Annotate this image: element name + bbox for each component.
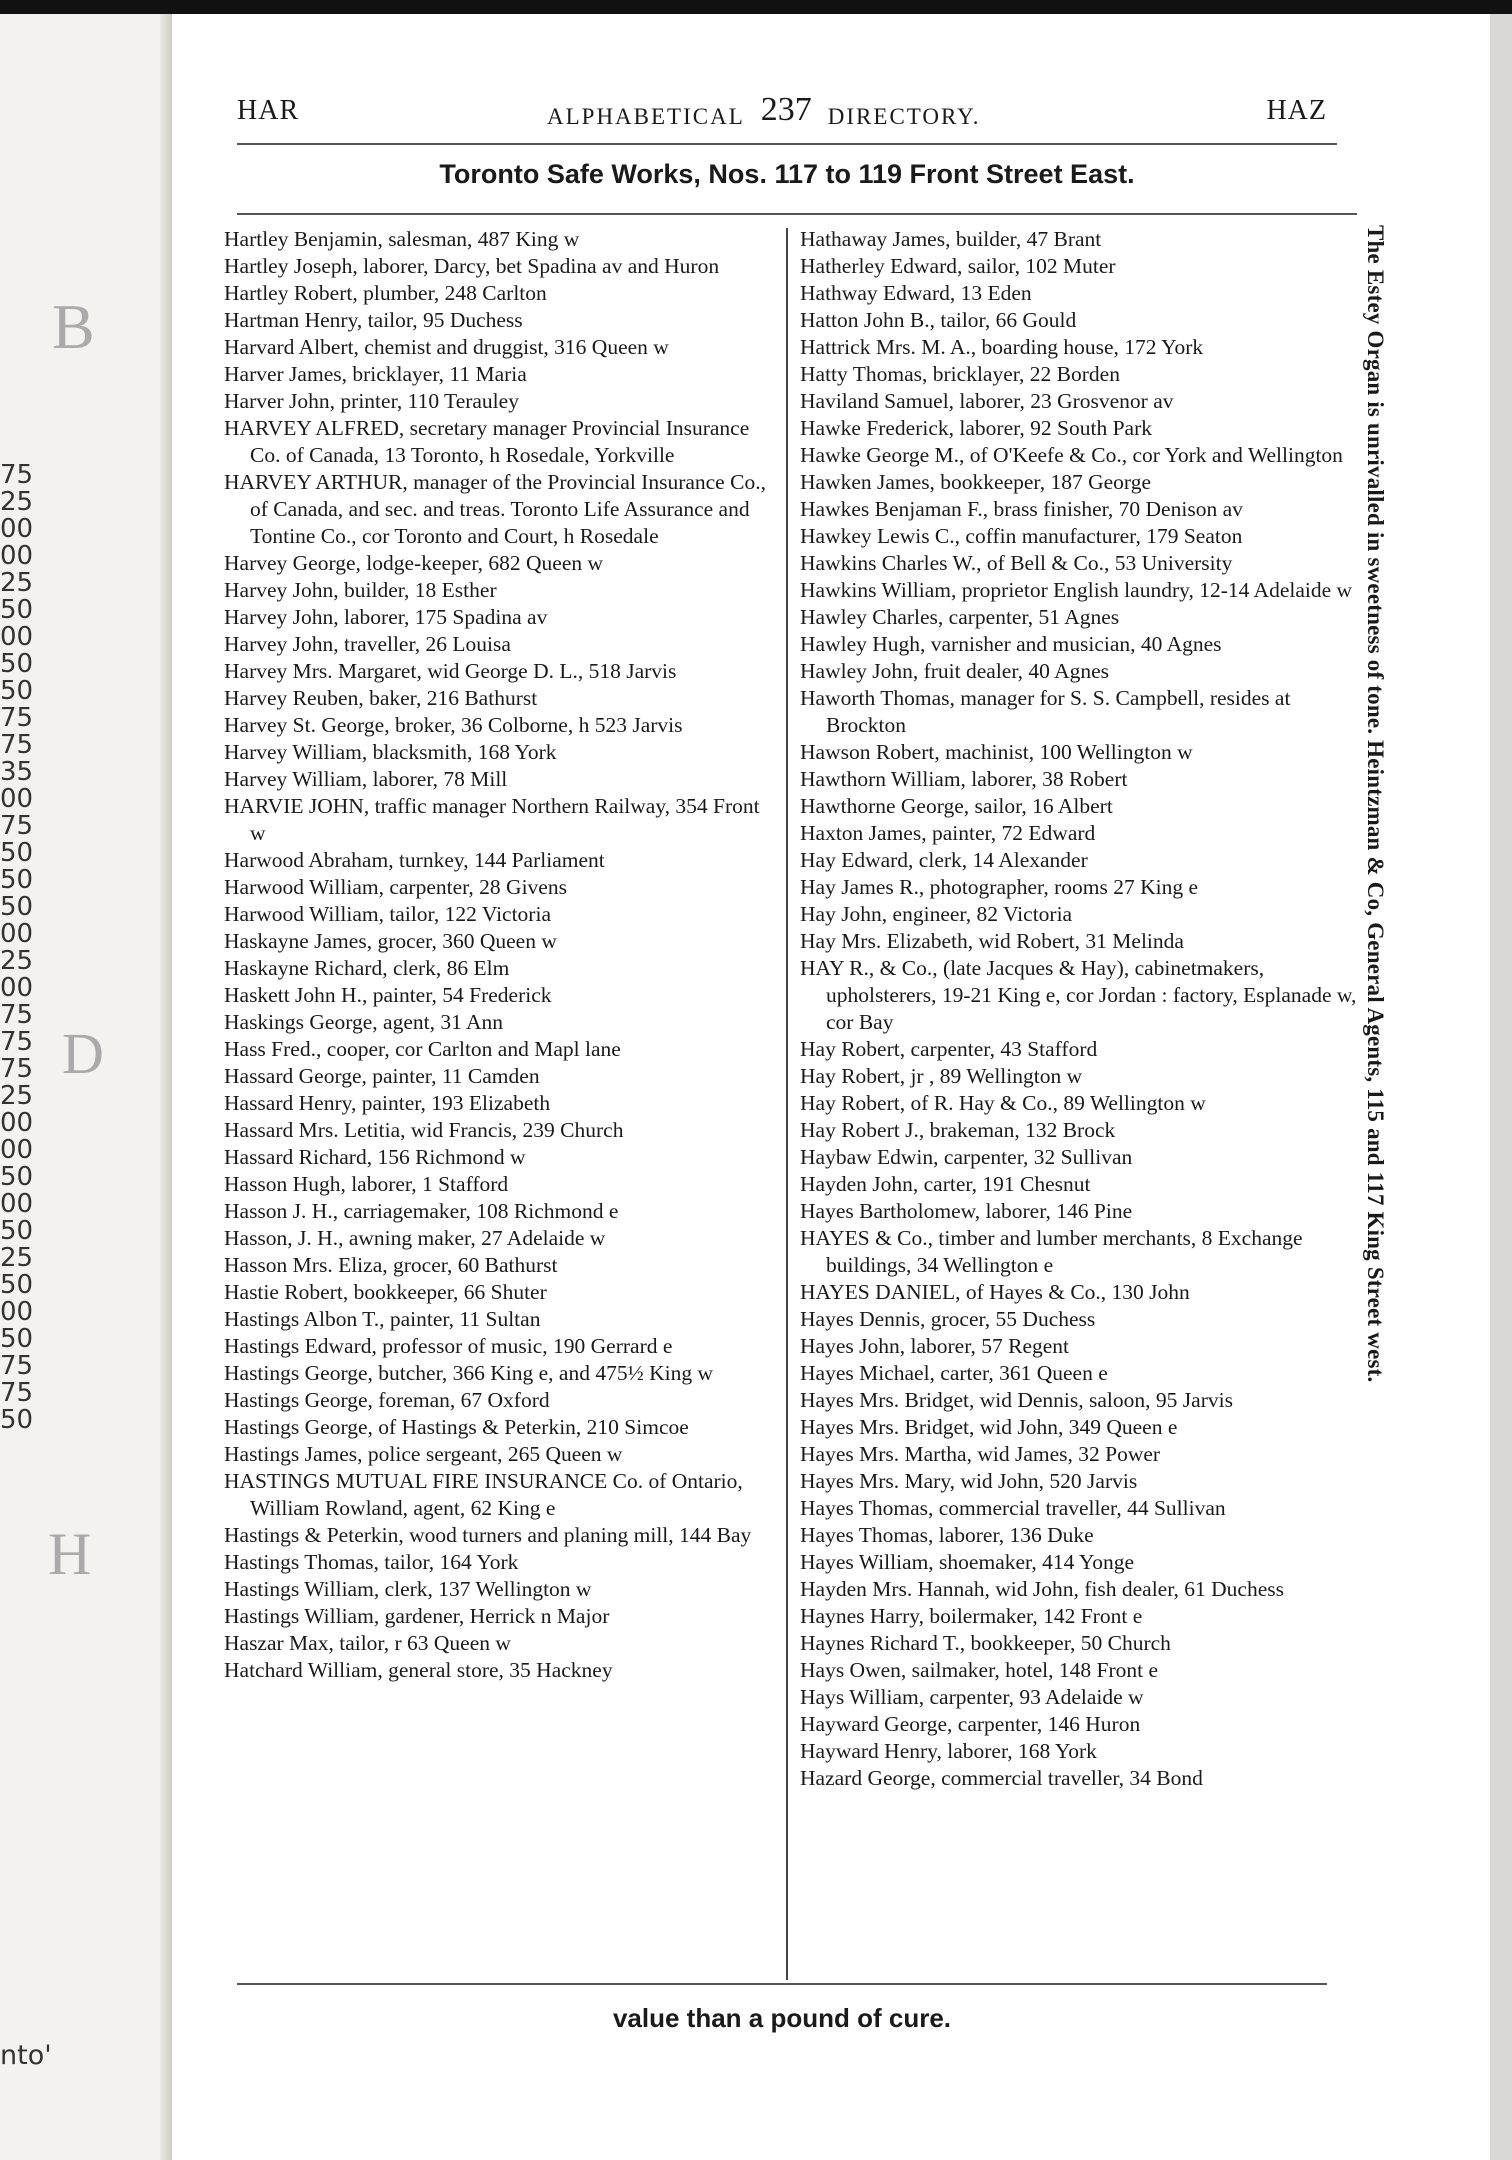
directory-entry: Hayes Mrs. Martha, wid James, 32 Power	[800, 1442, 1161, 1466]
adjacent-page-number: 00	[0, 919, 34, 949]
directory-entry: Harvey William, blacksmith, 168 York	[224, 740, 557, 764]
adjacent-page-number: 50	[0, 1162, 34, 1192]
directory-entry: Hay Edward, clerk, 14 Alexander	[800, 848, 1088, 872]
directory-entry: Harwood William, carpenter, 28 Givens	[224, 875, 567, 899]
adjacent-page-number: 00	[0, 1108, 34, 1138]
directory-entry: Hastings & Peterkin, wood turners and planing mill, 144 Bay	[224, 1523, 752, 1547]
directory-entry: Hawson Robert, machinist, 100 Wellington w	[800, 740, 1193, 764]
column-divider	[786, 228, 788, 1980]
adjacent-page-number: 50	[0, 1405, 34, 1435]
directory-entry: Hayes Thomas, commercial traveller, 44 Sullivan	[800, 1496, 1226, 1520]
adjacent-page-number: 00	[0, 1189, 34, 1219]
adjacent-page-number: 25	[0, 946, 34, 976]
directory-entry: HARVEY ALFRED, secretary manager Provincial Insurance Co. of Canada, 13 Toronto, h Rosedale, Yorkville	[224, 416, 750, 467]
adjacent-page-number: 75	[0, 703, 34, 733]
directory-entry: Hastings Thomas, tailor, 164 York	[224, 1550, 519, 1574]
directory-entry: Hayes Mrs. Bridget, wid John, 349 Queen e	[800, 1415, 1178, 1439]
directory-entry: Haskings George, agent, 31 Ann	[224, 1010, 504, 1034]
directory-entry: Hasson Hugh, laborer, 1 Stafford	[224, 1172, 509, 1196]
header-range-start: HAR	[237, 95, 300, 126]
header-title-right: DIRECTORY.	[827, 104, 981, 129]
directory-entry: Hayes Mrs. Bridget, wid Dennis, saloon, 95 Jarvis	[800, 1388, 1233, 1412]
directory-entry: Hartley Benjamin, salesman, 487 King w	[224, 227, 580, 251]
directory-entry: Hay Robert, carpenter, 43 Stafford	[800, 1037, 1098, 1061]
adjacent-page-number: 50	[0, 1216, 34, 1246]
left-column	[224, 226, 779, 1684]
footer-rule	[237, 1983, 1327, 1985]
directory-entry: Hay John, engineer, 82 Victoria	[800, 902, 1073, 926]
directory-entry: Hawthorne George, sailor, 16 Albert	[800, 794, 1113, 818]
adjacent-page-letter: D	[62, 1021, 104, 1086]
adjacent-page-fragment: nto'	[0, 2040, 52, 2071]
directory-entry: Hassard Henry, painter, 193 Elizabeth	[224, 1091, 551, 1115]
side-advertisement	[1353, 225, 1397, 1955]
directory-entry: Hass Fred., cooper, cor Carlton and Mapl lane	[224, 1037, 621, 1061]
directory-entry: HAY R., & Co., (late Jacques & Hay), cabinetmakers, upholsterers, 19-21 King e, cor Jordan : factory, Esplanade w, cor Bay	[800, 956, 1357, 1034]
directory-entry: Harvard Albert, chemist and druggist, 316 Queen w	[224, 335, 669, 359]
adjacent-page-number: 75	[0, 1054, 34, 1084]
directory-entry: Hassard George, painter, 11 Camden	[224, 1064, 540, 1088]
adjacent-page-number: 00	[0, 1297, 34, 1327]
adjacent-page-number: 50	[0, 1270, 34, 1300]
directory-entry: Haszar Max, tailor, r 63 Queen w	[224, 1631, 511, 1655]
directory-entry: Harvey John, builder, 18 Esther	[224, 578, 497, 602]
directory-entry: Hatty Thomas, bricklayer, 22 Borden	[800, 362, 1120, 386]
directory-entry: Harvey William, laborer, 78 Mill	[224, 767, 508, 791]
top-edge	[0, 0, 1512, 14]
directory-entry: Hartman Henry, tailor, 95 Duchess	[224, 308, 523, 332]
directory-entry: Hastings Albon T., painter, 11 Sultan	[224, 1307, 541, 1331]
directory-entry: HARVIE JOHN, traffic manager Northern Railway, 354 Front w	[224, 794, 760, 845]
page-number: 237	[760, 91, 812, 128]
directory-entry: Hay Robert J., brakeman, 132 Brock	[800, 1118, 1116, 1142]
directory-entry: Hay Robert, of R. Hay & Co., 89 Wellington w	[800, 1091, 1206, 1115]
adjacent-page-number: 25	[0, 568, 34, 598]
directory-entry: Hay James R., photographer, rooms 27 King e	[800, 875, 1199, 899]
directory-entry: Hawthorn William, laborer, 38 Robert	[800, 767, 1128, 791]
directory-entry: HAYES & Co., timber and lumber merchants, 8 Exchange buildings, 34 Wellington e	[800, 1226, 1303, 1277]
header-rule	[237, 143, 1337, 145]
directory-entry: Haynes Harry, boilermaker, 142 Front e	[800, 1604, 1143, 1628]
directory-entry: Hastings Edward, professor of music, 190 Gerrard e	[224, 1334, 673, 1358]
footer-advertisement: value than a pound of cure.	[612, 2003, 952, 2033]
directory-entry: Hartley Joseph, laborer, Darcy, bet Spadina av and Huron	[224, 254, 720, 278]
directory-entry: Hathaway James, builder, 47 Brant	[800, 227, 1102, 251]
directory-entry: Hawken James, bookkeeper, 187 George	[800, 470, 1151, 494]
directory-entry: Hawke Frederick, laborer, 92 South Park	[800, 416, 1152, 440]
directory-entry: Harver James, bricklayer, 11 Maria	[224, 362, 527, 386]
adjacent-page-number: 50	[0, 1324, 34, 1354]
directory-entry: Hazard George, commercial traveller, 34 Bond	[800, 1766, 1203, 1790]
adjacent-page-number: 25	[0, 1243, 34, 1273]
directory-entry: Harwood Abraham, turnkey, 144 Parliament	[224, 848, 605, 872]
directory-entry: Hastings William, clerk, 137 Wellington w	[224, 1577, 592, 1601]
header-title-left: ALPHABETICAL	[547, 104, 745, 129]
directory-entry: Hayes Thomas, laborer, 136 Duke	[800, 1523, 1094, 1547]
directory-entry: HAYES DANIEL, of Hayes & Co., 130 John	[800, 1280, 1190, 1304]
directory-entry: Hayes Mrs. Mary, wid John, 520 Jarvis	[800, 1469, 1138, 1493]
directory-entry: Harwood William, tailor, 122 Victoria	[224, 902, 551, 926]
directory-entry: Haworth Thomas, manager for S. S. Campbell, resides at Brockton	[800, 686, 1291, 737]
directory-entry: Harvey Mrs. Margaret, wid George D. L., 518 Jarvis	[224, 659, 677, 683]
directory-entry: Haynes Richard T., bookkeeper, 50 Church	[800, 1631, 1171, 1655]
directory-entry: Hartley Robert, plumber, 248 Carlton	[224, 281, 547, 305]
banner-rule	[237, 213, 1357, 215]
adjacent-page-number: 75	[0, 1378, 34, 1408]
directory-entry: Haviland Samuel, laborer, 23 Grosvenor av	[800, 389, 1174, 413]
directory-entry: Hayden John, carter, 191 Chesnut	[800, 1172, 1091, 1196]
directory-entry: Hayden Mrs. Hannah, wid John, fish dealer, 61 Duchess	[800, 1577, 1284, 1601]
directory-entry: Hayes William, shoemaker, 414 Yonge	[800, 1550, 1135, 1574]
directory-entry: Hastings James, police sergeant, 265 Queen w	[224, 1442, 623, 1466]
directory-entry: Haskett John H., painter, 54 Frederick	[224, 983, 552, 1007]
adjacent-page-number: 75	[0, 1351, 34, 1381]
adjacent-page-number: 50	[0, 595, 34, 625]
directory-entry: Harvey John, traveller, 26 Louisa	[224, 632, 511, 656]
adjacent-page-number: 25	[0, 487, 34, 517]
header-range-end: HAZ	[1266, 95, 1327, 126]
header-title	[547, 91, 981, 133]
page-edge	[1490, 14, 1512, 2160]
directory-entry: Hawley Charles, carpenter, 51 Agnes	[800, 605, 1120, 629]
directory-entry: Harvey St. George, broker, 36 Colborne, h 523 Jarvis	[224, 713, 683, 737]
directory-entry: Hays William, carpenter, 93 Adelaide w	[800, 1685, 1144, 1709]
directory-entry: Hawkey Lewis C., coffin manufacturer, 179 Seaton	[800, 524, 1243, 548]
directory-entry: Hayward George, carpenter, 146 Huron	[800, 1712, 1141, 1736]
adjacent-page-number: 50	[0, 676, 34, 706]
directory-entry: Hayes Michael, carter, 361 Queen e	[800, 1361, 1108, 1385]
directory-entry: Hawkins Charles W., of Bell & Co., 53 University	[800, 551, 1233, 575]
directory-entry: Haybaw Edwin, carpenter, 32 Sullivan	[800, 1145, 1133, 1169]
adjacent-page-number: 00	[0, 973, 34, 1003]
adjacent-page-number: 50	[0, 865, 34, 895]
directory-entry: Hawkes Benjaman F., brass finisher, 70 Denison av	[800, 497, 1243, 521]
directory-entry: Hawkins William, proprietor English laundry, 12-14 Adelaide w	[800, 578, 1353, 602]
right-column	[800, 226, 1360, 1792]
binding-shadow	[160, 14, 172, 2160]
directory-entry: Hatton John B., tailor, 66 Gould	[800, 308, 1077, 332]
directory-entry: Haskayne James, grocer, 360 Queen w	[224, 929, 557, 953]
directory-entry: Hays Owen, sailmaker, hotel, 148 Front e	[800, 1658, 1158, 1682]
adjacent-page-number: 50	[0, 838, 34, 868]
directory-entry: Hawley John, fruit dealer, 40 Agnes	[800, 659, 1110, 683]
directory-entry: Harvey George, lodge-keeper, 682 Queen w	[224, 551, 604, 575]
directory-entry: Hatherley Edward, sailor, 102 Muter	[800, 254, 1116, 278]
directory-entry: Hastie Robert, bookkeeper, 66 Shuter	[224, 1280, 547, 1304]
directory-entry: Hayes John, laborer, 57 Regent	[800, 1334, 1070, 1358]
directory-entry: Hay Mrs. Elizabeth, wid Robert, 31 Melinda	[800, 929, 1184, 953]
directory-entry: Hasson J. H., carriagemaker, 108 Richmond e	[224, 1199, 619, 1223]
directory-entry: Hastings William, gardener, Herrick n Major	[224, 1604, 610, 1628]
adjacent-page-number: 75	[0, 1027, 34, 1057]
adjacent-page-number: 00	[0, 784, 34, 814]
directory-entry: Hastings George, foreman, 67 Oxford	[224, 1388, 550, 1412]
adjacent-page-number: 75	[0, 730, 34, 760]
adjacent-page-number: 35	[0, 757, 34, 787]
page-header	[237, 91, 1327, 135]
directory-entry: Hawke George M., of O'Keefe & Co., cor York and Wellington	[800, 443, 1343, 467]
directory-entry: Hattrick Mrs. M. A., boarding house, 172 York	[800, 335, 1204, 359]
adjacent-page-number: 00	[0, 541, 34, 571]
directory-entry: Haxton James, painter, 72 Edward	[800, 821, 1096, 845]
directory-entry: Hayes Bartholomew, laborer, 146 Pine	[800, 1199, 1133, 1223]
directory-entry: Hasson Mrs. Eliza, grocer, 60 Bathurst	[224, 1253, 558, 1277]
side-advertisement-text: The Estey Organ is unrivalled in sweetness of tone. Heintzman & Co, General Agents, 115 and 117 King Street west.	[1363, 225, 1388, 1383]
adjacent-page-number: 50	[0, 892, 34, 922]
directory-entry: Hasson, J. H., awning maker, 27 Adelaide w	[224, 1226, 606, 1250]
directory-entry: Hayward Henry, laborer, 168 York	[800, 1739, 1097, 1763]
directory-entry: Hassard Richard, 156 Richmond w	[224, 1145, 526, 1169]
advertisement-banner: Toronto Safe Works, Nos. 117 to 119 Front Street East.	[439, 159, 1135, 189]
directory-entry: Hayes Dennis, grocer, 55 Duchess	[800, 1307, 1096, 1331]
adjacent-page-letter: B	[52, 291, 95, 362]
directory-entry: Harver John, printer, 110 Terauley	[224, 389, 519, 413]
adjacent-page-number: 00	[0, 514, 34, 544]
adjacent-page-number: 25	[0, 1081, 34, 1111]
adjacent-page-number: 75	[0, 460, 34, 490]
adjacent-page-number: 00	[0, 622, 34, 652]
adjacent-page-numbers	[0, 462, 50, 1434]
directory-entry: Harvey Reuben, baker, 216 Bathurst	[224, 686, 538, 710]
directory-entry: Hassard Mrs. Letitia, wid Francis, 239 Church	[224, 1118, 624, 1142]
directory-entry: Hathway Edward, 13 Eden	[800, 281, 1032, 305]
directory-entry: Hay Robert, jr , 89 Wellington w	[800, 1064, 1083, 1088]
adjacent-page-number: 75	[0, 811, 34, 841]
directory-entry: Hastings George, of Hastings & Peterkin, 210 Simcoe	[224, 1415, 689, 1439]
directory-entry: Harvey John, laborer, 175 Spadina av	[224, 605, 548, 629]
directory-entry: HARVEY ARTHUR, manager of the Provincial Insurance Co., of Canada, and sec. and treas. Toronto Life Assurance and Tontine Co., cor Toronto and Court, h Rosedale	[224, 470, 766, 548]
adjacent-page-number: 00	[0, 1135, 34, 1165]
adjacent-page-letter: H	[48, 1521, 92, 1587]
directory-entry: Hastings George, butcher, 366 King e, and 475½ King w	[224, 1361, 713, 1385]
adjacent-page-number: 50	[0, 649, 34, 679]
directory-entry: HASTINGS MUTUAL FIRE INSURANCE Co. of Ontario, William Rowland, agent, 62 King e	[224, 1469, 743, 1520]
adjacent-page-number: 75	[0, 1000, 34, 1030]
directory-entry: Haskayne Richard, clerk, 86 Elm	[224, 956, 510, 980]
directory-entry: Hatchard William, general store, 35 Hackney	[224, 1658, 613, 1682]
directory-entry: Hawley Hugh, varnisher and musician, 40 Agnes	[800, 632, 1222, 656]
